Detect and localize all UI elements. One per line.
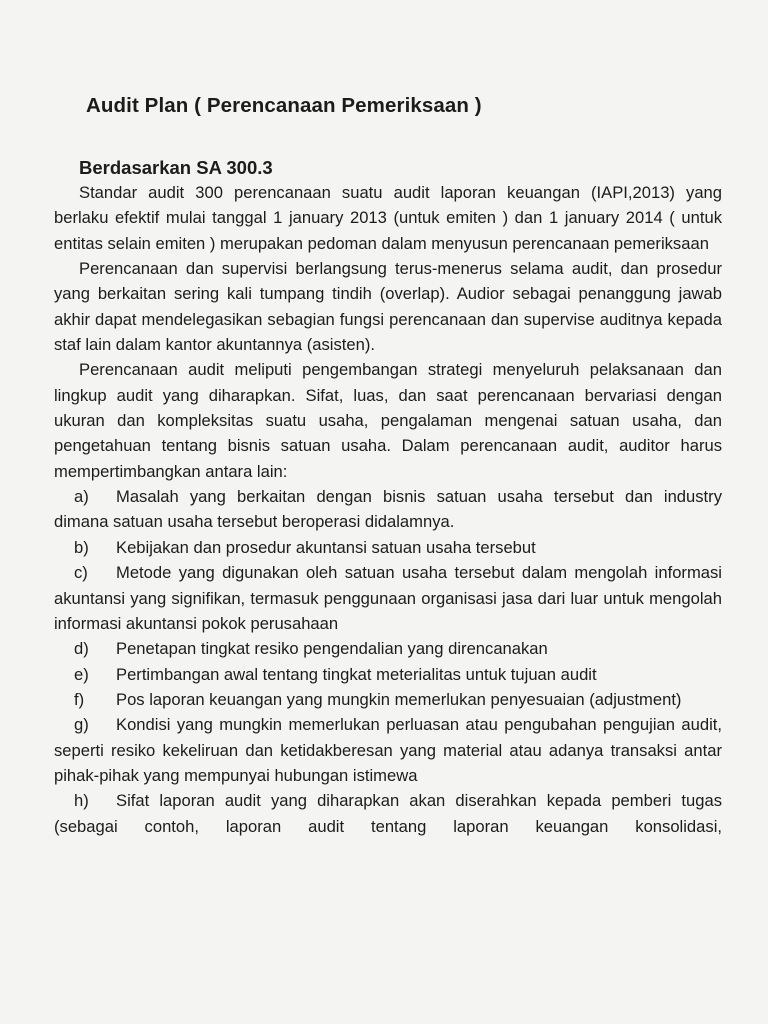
paragraph: Perencanaan audit meliputi pengembangan strategi menyeluruh pelaksanaan dan lingkup audit yang diharapkan. Sifat, luas, dan saat perencanaan bervariasi dengan ukuran dan kompleksitas suatu usaha, pengalaman mengenai satuan usaha, dan pengetahuan tentang bisnis satuan usaha. Dalam perencanaan audit, auditor harus mempertimbangkan antara lain:: [54, 360, 722, 481]
paragraph: Standar audit 300 perencanaan suatu audit laporan keuangan (IAPI,2013) yang berlaku efektif mulai tanggal 1 january 2013 (untuk emiten ) dan 1 january 2014 ( untuk entitas selain emiten ) merupakan pedoman dalam menyusun perencanaan pemeriksaan: [54, 183, 722, 253]
list-item: [54, 712, 722, 788]
list-item-marker: d): [74, 639, 89, 659]
list-item-text: Kondisi yang mungkin memerlukan perluasan atau pengubahan pengujian audit, seperti resiko kekeliruan dan ketidakberesan yang material atau adanya transaksi antar pihak-pihak yang mempunyai hubungan istimewa: [54, 715, 722, 785]
list-item-text: Sifat laporan audit yang diharapkan akan diserahkan kepada pemberi tugas (sebagai contoh, laporan audit tentang laporan keuangan konsolidasi,: [54, 791, 722, 836]
section-heading: Berdasarkan SA 300.3: [79, 157, 273, 178]
list-item: [54, 687, 722, 712]
list-item-marker: h): [74, 791, 89, 811]
document-body: [54, 180, 722, 839]
list-item-marker: a): [74, 487, 89, 507]
list-item: [54, 662, 722, 687]
list-item-marker: g): [74, 715, 89, 735]
list-item-text: Masalah yang berkaitan dengan bisnis satuan usaha tersebut dan industry dimana satuan usaha tersebut beroperasi didalamnya.: [54, 487, 722, 532]
list-item: [54, 535, 722, 560]
list-item-marker: e): [74, 664, 89, 684]
list-item: [54, 788, 722, 839]
list-item: [54, 636, 722, 661]
list-item: [54, 560, 722, 636]
list-item-text: Metode yang digunakan oleh satuan usaha tersebut dalam mengolah informasi akuntansi yang signifikan, termasuk penggunaan organisasi jasa dari luar untuk mengolah informasi akuntansi pokok perusahaan: [54, 563, 722, 633]
list-item: [54, 484, 722, 535]
paragraph: Perencanaan dan supervisi berlangsung terus-menerus selama audit, dan prosedur yang berkaitan sering kali tumpang tindih (overlap). Audior sebagai penanggung jawab akhir dapat mendelegasikan sebagian fungsi perencanaan dan supervise auditnya kepada staf lain dalam kantor akuntannya (asisten).: [54, 259, 722, 355]
list-item-text: Kebijakan dan prosedur akuntansi satuan usaha tersebut: [116, 537, 536, 557]
list-item-marker: c): [74, 563, 88, 583]
list-item-marker: b): [74, 537, 89, 557]
list-item-marker: f): [74, 689, 85, 709]
list-item-text: Pos laporan keuangan yang mungkin memerlukan penyesuaian (adjustment): [116, 689, 682, 709]
list-item-text: Pertimbangan awal tentang tingkat meterialitas untuk tujuan audit: [116, 664, 597, 684]
list-item-text: Penetapan tingkat resiko pengendalian yang direncanakan: [116, 639, 548, 659]
document-title: Audit Plan ( Perencanaan Pemeriksaan ): [86, 94, 482, 117]
